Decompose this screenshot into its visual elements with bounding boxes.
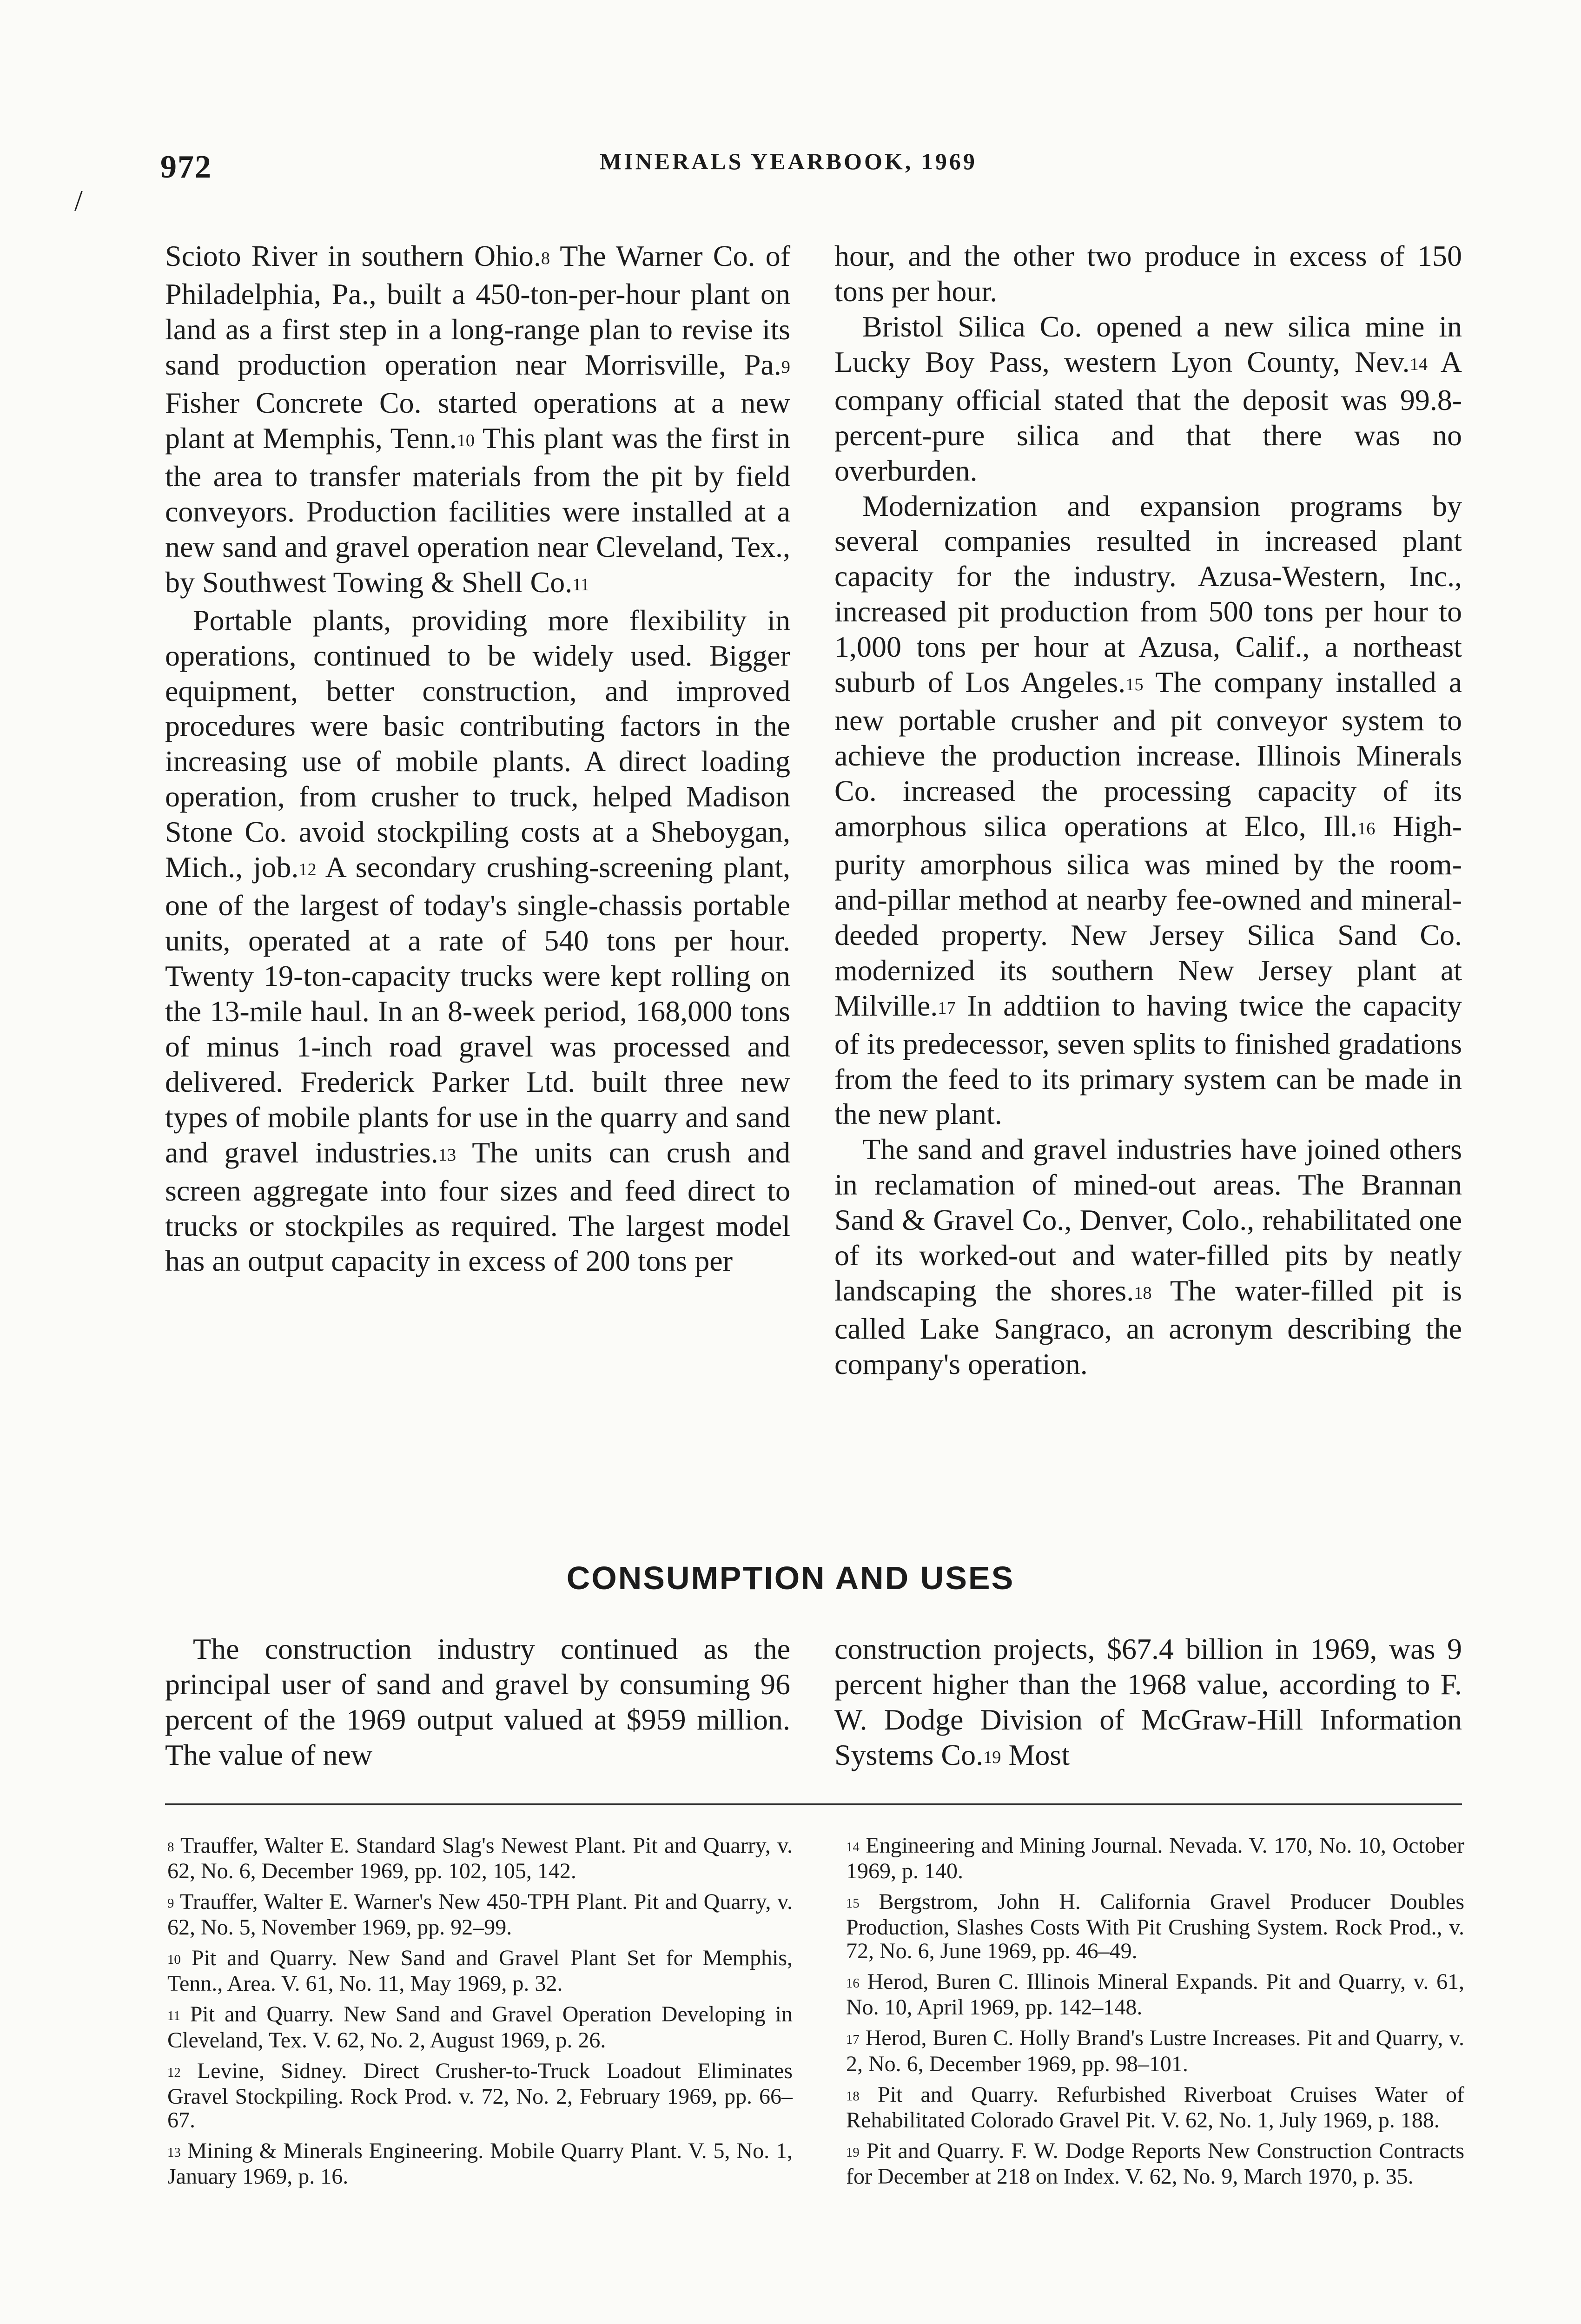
text-run: Scioto River in southern Ohio.: [165, 239, 541, 272]
footnote-ref: 19: [983, 1747, 1001, 1767]
footnote-ref: 16: [1357, 819, 1376, 839]
footnote-text: Bergstrom, John H. California Gravel Producer Doubles Production, Slashes Costs With Pit Crushing System. Rock Prod., v. 72, No. 6, June 1969, pp. 46–49.: [846, 1889, 1464, 1964]
left-column: [165, 238, 790, 1279]
text-run: The Warner Co. of Philadelphia, Pa., built a 450-ton-per-hour plant on land as a first step in a long-range plan to revise its sand production operation near Morrisville, Pa.: [165, 239, 791, 381]
footnote: [167, 1890, 793, 1939]
footnote-ref: 12: [298, 860, 317, 880]
footnote-ref: 9: [781, 357, 790, 377]
footnote-text: Pit and Quarry. New Sand and Gravel Plant Set for Memphis, Tenn., Area. V. 61, No. 11, May 1969, p. 32.: [167, 1946, 793, 1996]
footnote-ref: 15: [1125, 675, 1144, 695]
footnote-number: 8: [167, 1840, 174, 1855]
paragraph: [165, 1631, 790, 1773]
right-column: [834, 238, 1462, 1382]
text-run: Bristol Silica Co. opened a new silica mine in Lucky Boy Pass, western Lyon County, Nev.: [834, 310, 1462, 378]
footnote-number: 9: [167, 1896, 174, 1911]
paragraph: [834, 1132, 1462, 1382]
footnote-text: Pit and Quarry. F. W. Dodge Reports New Construction Contracts for December at 218 on Index. V. 62, No. 9, March 1970, p. 35.: [846, 2138, 1464, 2189]
footnote-text: Trauffer, Walter E. Warner's New 450-TPH Plant. Pit and Quarry, v. 62, No. 5, November 1969, pp. 92–99.: [167, 1889, 793, 1940]
text-run: A secondary crushing-screening plant, one of the largest of today's single-chassis portable units, operated at a rate of 540 tons per hour. Twenty 19-ton-capacity trucks were kept rolling on the 13-mile haul. In an 8-week period, 168,000 tons of minus 1-inch road gravel was processed and delivered. Frederick Parker Ltd. built three new types of mobile plants for use in the quarry and sand and gravel industries.: [165, 851, 791, 1169]
footnote-ref: 11: [572, 574, 590, 594]
uses-right-column: [834, 1631, 1462, 1776]
footnote-number: 16: [846, 1976, 860, 1991]
uses-left-column: [165, 1631, 790, 1773]
footnote-text: Engineering and Mining Journal. Nevada. V. 170, No. 10, October 1969, p. 140.: [846, 1833, 1464, 1884]
footnote: [167, 2139, 793, 2188]
footnote-number: 18: [846, 2088, 860, 2104]
footnote-ref: 13: [438, 1145, 456, 1165]
footnote: [846, 1970, 1464, 2019]
footnote: [846, 1834, 1464, 1883]
footnote-ref: 8: [541, 249, 550, 269]
paragraph: [834, 489, 1462, 1132]
footnote-text: Pit and Quarry. New Sand and Gravel Operation Developing in Cleveland, Tex. V. 62, No. 2, August 1969, p. 26.: [167, 2002, 793, 2053]
paragraph: [165, 238, 790, 603]
footnote: [846, 1890, 1464, 1963]
footnote: [846, 2139, 1464, 2188]
text-run: This plant was the first in the area to transfer materials from the pit by field conveyors. Production facilities were installed at a new sand and gravel operation near Cleveland, Tex., by Southwest Towing & Shell Co.: [165, 421, 791, 599]
footnote-ref: 17: [938, 998, 956, 1018]
text-run: The construction industry continued as the principal user of sand and gravel by consuming 96 percent of the 1969 output valued at $959 million. The value of new: [165, 1632, 790, 1771]
footnote-number: 10: [167, 1952, 181, 1967]
footnote-ref: 18: [1134, 1283, 1152, 1303]
section-heading: CONSUMPTION AND USES: [566, 1560, 1015, 1596]
text-run: The water-filled pit is called Lake Sangraco, an acronym describing the company's operation.: [834, 1274, 1462, 1380]
footnote-divider: [165, 1803, 1462, 1805]
footnote-ref: 14: [1409, 354, 1428, 374]
text-run: Portable plants, providing more flexibility in operations, continued to be widely used. Bigger equipment, better construction, and improved procedures were basic contributing factors in the increasing use of mobile plants. A direct loading operation, from crusher to truck, helped Madison Stone Co. avoid stockpiling costs at a Sheboygan, Mich., job.: [165, 603, 790, 884]
footnotes-left: [167, 1834, 793, 2195]
footnote-text: Pit and Quarry. Refurbished Riverboat Cruises Water of Rehabilitated Colorado Gravel Pit. V. 62, No. 1, July 1969, p. 188.: [846, 2082, 1464, 2133]
text-run: In addtiion to having twice the capacity of its predecessor, seven splits to finished gradations from the feed to its primary system can be made in the new plant.: [834, 989, 1462, 1131]
footnote-text: Herod, Buren C. Illinois Mineral Expands. Pit and Quarry, v. 61, No. 10, April 1969, pp. 142–148.: [846, 1969, 1464, 2020]
footnote: [167, 2059, 793, 2132]
footnote-number: 19: [846, 2145, 860, 2160]
footnote-number: 11: [167, 2008, 180, 2024]
footnote-text: Mining & Minerals Engineering. Mobile Quarry Plant. V. 5, No. 1, January 1969, p. 16.: [167, 2138, 793, 2189]
footnote-ref: 10: [456, 431, 475, 451]
text-run: hour, and the other two produce in excess of 150 tons per hour.: [834, 239, 1462, 308]
text-run: The company installed a new portable crusher and pit conveyor system to achieve the production increase. Illinois Minerals Co. increased the processing capacity of its amorphous silica operations at Elco, Ill.: [834, 666, 1462, 843]
footnote-number: 12: [167, 2065, 181, 2080]
text-run: Modernization and expansion programs by several companies resulted in increased plant capacity for the industry. Azusa-Western, Inc., increased pit production from 500 tons per hour to 1,000 tons per hour at Azusa, Calif., a northeast suburb of Los Angeles.: [834, 489, 1462, 699]
footnotes-right: [846, 1834, 1464, 2195]
running-head: MINERALS YEARBOOK, 1969: [600, 148, 977, 174]
footnote-number: 13: [167, 2145, 181, 2160]
footnote: [846, 2083, 1464, 2132]
footnote: [167, 1946, 793, 1995]
text-run: A company official stated that the deposit was 99.8-percent-pure silica and that there was no overburden.: [834, 345, 1462, 487]
footnote: [167, 2002, 793, 2052]
margin-mark: /: [74, 184, 83, 217]
text-run: High-purity amorphous silica was mined by the room-and-pillar method at nearby fee-owned and mineral-deeded property. New Jersey Silica Sand Co. modernized its southern New Jersey plant at Milville.: [834, 809, 1462, 1022]
footnote-number: 15: [846, 1896, 860, 1911]
text-run: The sand and gravel industries have joined others in reclamation of mined-out areas. The Brannan Sand & Gravel Co., Denver, Colo., rehabilitated one of its worked-out and water-filled pits by neatly landscaping the shores.: [834, 1133, 1462, 1307]
footnote: [846, 2026, 1464, 2075]
text-run: Fisher Concrete Co. started operations at a new plant at Memphis, Tenn.: [165, 386, 790, 455]
paragraph: [834, 238, 1462, 309]
footnote-text: Trauffer, Walter E. Standard Slag's Newest Plant. Pit and Quarry, v. 62, No. 6, December 1969, pp. 102, 105, 142.: [167, 1833, 793, 1884]
paragraph: [834, 309, 1462, 489]
footnote-number: 14: [846, 1840, 860, 1855]
paragraph: [165, 603, 790, 1279]
page-number: 972: [160, 149, 212, 185]
text-run: construction projects, $67.4 billion in 1969, was 9 percent higher than the 1968 value, according to F. W. Dodge Division of McGraw-Hill Information Systems Co.: [834, 1632, 1462, 1771]
paragraph: [834, 1631, 1462, 1776]
text-run: Most: [1001, 1738, 1070, 1771]
text-run: The units can crush and screen aggregate into four sizes and feed direct to trucks or stockpiles as required. The largest model has an output capacity in excess of 200 tons per: [165, 1136, 791, 1278]
footnote-number: 17: [846, 2032, 860, 2047]
footnote: [167, 1834, 793, 1883]
footnote-text: Levine, Sidney. Direct Crusher-to-Truck Loadout Eliminates Gravel Stockpiling. Rock Prod. v. 72, No. 2, February 1969, pp. 66–67.: [167, 2058, 793, 2133]
footnote-text: Herod, Buren C. Holly Brand's Lustre Increases. Pit and Quarry, v. 2, No. 6, December 1969, pp. 98–101.: [846, 2026, 1464, 2076]
